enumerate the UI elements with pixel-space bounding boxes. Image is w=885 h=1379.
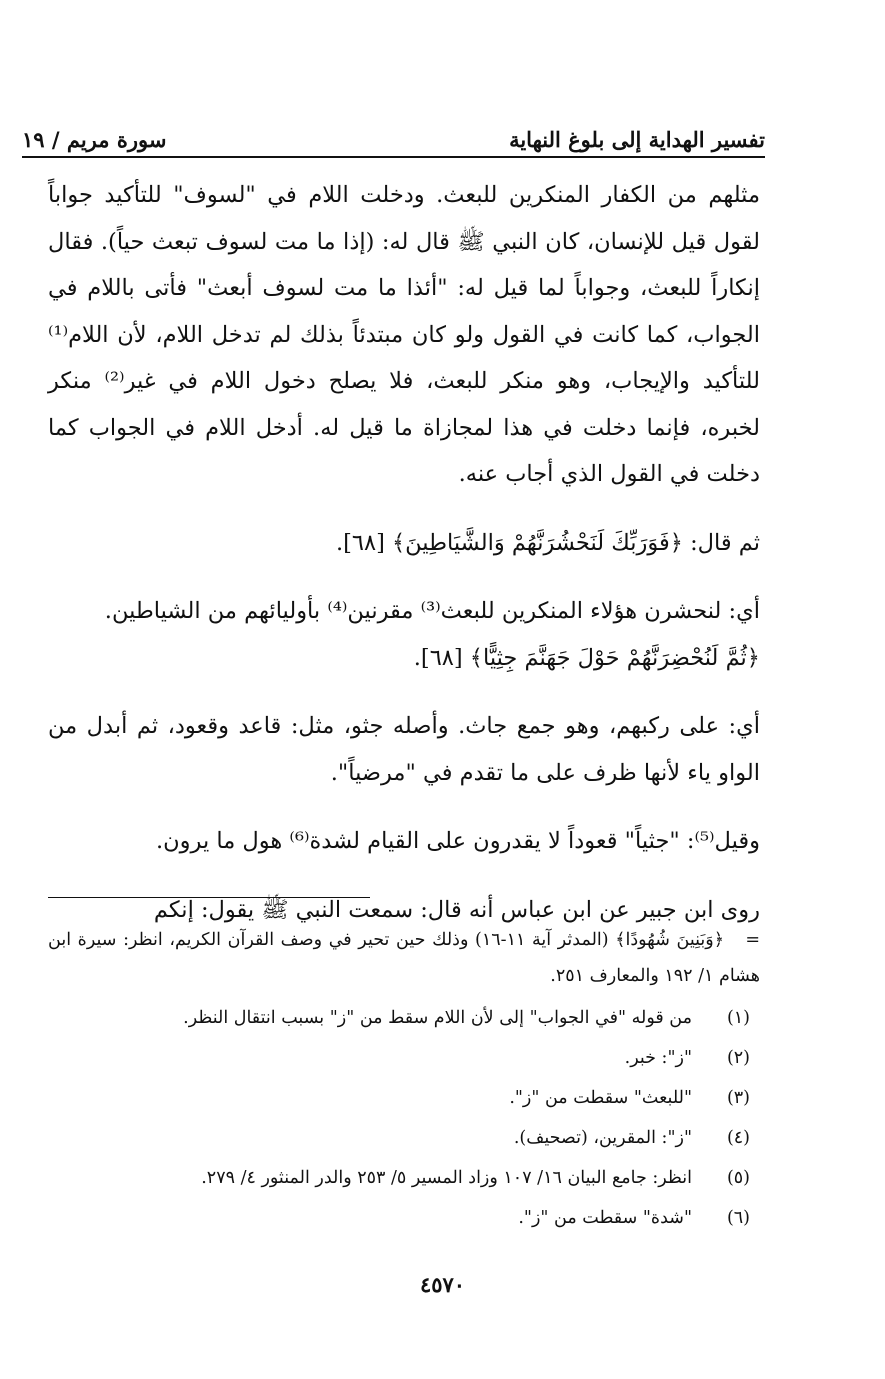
footnote-item — [48, 1120, 760, 1160]
surah-reference: سورة مريم / ١٩ — [22, 127, 167, 152]
footnote-text: "ز": المقرين، (تصحيف). — [513, 1128, 692, 1148]
footnote-continuation-text: ﴿وَبَنِينَ شُهُودًا﴾ (المدثر آية ١١-١٦) وذلك حين تحير في وصف القرآن الكريم، انظر: سيرة ابن هشام ١/ ١٩٢ والمعارف ٢٥١. — [48, 930, 760, 986]
footnote-item — [48, 1080, 760, 1120]
footnote-number: (٥) — [726, 1168, 750, 1188]
footnote-item — [48, 1000, 760, 1040]
paragraph: مثلهم من الكفار المنكرين للبعث. ودخلت اللام في "لسوف" للتأكيد جواباً لقول قيل للإنسان، كان النبي ﷺ قال له: (إذا ما مت لسوف تبعث حياً). فقال إنكاراً للبعث، وجواباً لما قيل له: "أئذا ما مت لسوف أبعث" فأتى باللام في الجواب، كما كانت في القول ولو كان مبتدئاً بذلك لم تدخل اللام، لأن اللام⁽¹⁾ للتأكيد والإيجاب، وهو منكر للبعث، فلا يصلح دخول اللام في غير⁽²⁾ منكر لخبره، فإنما دخلت في هذا لمجازاة ما قيل له. أدخل اللام في الجواب كما دخلت في القول الذي أجاب عنه. — [48, 182, 760, 487]
quran-verse: ﴿ثُمَّ لَنُحْضِرَنَّهُمْ حَوْلَ جَهَنَّمَ جِثِيًّا﴾ [٦٨]. — [413, 644, 760, 671]
running-header — [22, 112, 765, 158]
footnote-number: (١) — [726, 1008, 750, 1028]
footnote-text: "للبعث" سقطت من "ز". — [509, 1088, 692, 1108]
main-text — [48, 172, 760, 933]
footnotes — [48, 922, 760, 1240]
footnote-text: "شدة" سقطت من "ز". — [518, 1208, 692, 1228]
footnote-number: (٤) — [726, 1128, 750, 1148]
paragraph: أي: على ركبهم، وهو جمع جاث. وأصله جثو، مثل: قاعد وقعود، ثم أبدل من الواو ياء لأنها ظرف على ما تقدم في "مرضياً". — [48, 713, 760, 786]
footnote-divider — [48, 897, 370, 898]
paragraph: ثم قال: ﴿فَوَرَبِّكَ لَنَحْشُرَنَّهُمْ وَالشَّيَاطِينَ﴾ [٦٨]. — [335, 529, 760, 556]
footnote-text: انظر: جامع البيان ١٦/ ١٠٧ وزاد المسير ٥/ ٢٥٣ والدر المنثور ٤/ ٢٧٩. — [201, 1168, 692, 1188]
paragraph: وقيل⁽⁵⁾: "جثياً" قعوداً لا يقدرون على القيام لشدة⁽⁶⁾ هول ما يرون. — [155, 828, 760, 854]
footnote-text: "ز": خبر. — [624, 1048, 692, 1068]
footnote-continuation — [48, 922, 760, 994]
continuation-marker: = — [745, 930, 760, 950]
footnote-item — [48, 1040, 760, 1080]
footnote-number: (٦) — [726, 1208, 750, 1228]
paragraph: أي: لنحشرن هؤلاء المنكرين للبعث⁽³⁾ مقرنين⁽⁴⁾ بأوليائهم من الشياطين. — [104, 598, 760, 624]
footnote-item — [48, 1160, 760, 1200]
footnote-number: (٢) — [726, 1048, 750, 1068]
footnote-text: من قوله "في الجواب" إلى لأن اللام سقط من "ز" بسبب انتقال النظر. — [183, 1008, 692, 1028]
page-number: ٤٥٧٠ — [419, 1272, 466, 1297]
footnote-item — [48, 1200, 760, 1240]
paragraph: روى ابن جبير عن ابن عباس أنه قال: سمعت النبي ﷺ يقول: إنكم — [153, 896, 760, 923]
book-title: تفسير الهداية إلى بلوغ النهاية — [509, 127, 765, 152]
footnote-number: (٣) — [726, 1088, 750, 1108]
